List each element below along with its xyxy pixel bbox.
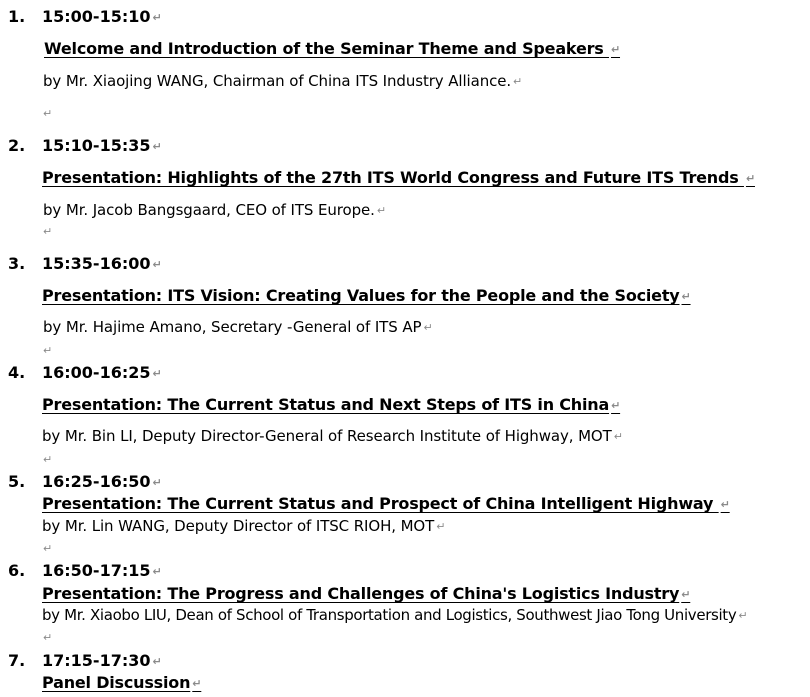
item-time: 16:25-16:50 ↵ <box>42 472 162 491</box>
item-speaker: by Mr. Xiaojing WANG, Chairman of China ITS Industry Alliance. ↵ <box>43 72 523 90</box>
paragraph-mark-icon: ↵ <box>152 565 162 578</box>
item-title: Presentation: Highlights of the 27th ITS World Congress and Future ITS Trends ↵ <box>42 168 755 187</box>
paragraph-mark-icon: ↵ <box>376 204 386 217</box>
paragraph-mark-icon: ↵ <box>152 476 162 489</box>
item-number: 2. <box>8 136 26 155</box>
paragraph-mark-icon: ↵ <box>43 107 53 120</box>
item-speaker: by Mr. Bin LI, Deputy Director-General of Research Institute of Highway, MOT ↵ <box>42 427 623 445</box>
item-title: Welcome and Introduction of the Seminar Theme and Speakers ↵ <box>44 39 621 58</box>
item-time: 16:00-16:25 ↵ <box>42 363 162 382</box>
paragraph-mark-icon: ↵ <box>152 367 162 380</box>
paragraph-mark-icon: ↵ <box>611 399 621 412</box>
paragraph-mark-icon: ↵ <box>610 43 621 56</box>
paragraph-mark-icon: ↵ <box>192 677 202 690</box>
paragraph-mark-icon: ↵ <box>423 321 433 334</box>
item-number: 4. <box>8 363 26 382</box>
item-time: 15:35-16:00 ↵ <box>42 254 162 273</box>
item-number: 7. <box>8 651 26 670</box>
item-title: Presentation: The Current Status and Next Steps of ITS in China ↵ <box>42 395 621 414</box>
item-time: 17:15-17:30 ↵ <box>42 651 162 670</box>
item-speaker: by Mr. Hajime Amano, Secretary -General of ITS AP ↵ <box>43 318 433 336</box>
paragraph-mark-icon: ↵ <box>681 290 691 303</box>
paragraph-mark-icon: ↵ <box>152 140 162 153</box>
item-time: 15:00-15:10 ↵ <box>42 7 162 26</box>
item-title: Presentation: The Progress and Challenges of China's Logistics Industry ↵ <box>42 584 691 603</box>
item-title: Presentation: The Current Status and Prospect of China Intelligent Highway ↵ <box>42 494 730 513</box>
paragraph-mark-icon: ↵ <box>43 453 53 466</box>
item-time: 16:50-17:15 ↵ <box>42 561 162 580</box>
paragraph-mark-icon: ↵ <box>43 225 53 238</box>
item-number: 1. <box>8 7 26 26</box>
paragraph-mark-icon: ↵ <box>43 631 53 644</box>
item-time: 15:10-15:35 ↵ <box>42 136 162 155</box>
item-number: 5. <box>8 472 26 491</box>
paragraph-mark-icon: ↵ <box>43 542 53 555</box>
paragraph-mark-icon: ↵ <box>745 172 755 185</box>
item-number: 6. <box>8 561 26 580</box>
paragraph-mark-icon: ↵ <box>513 75 523 88</box>
item-speaker: by Mr. Jacob Bangsgaard, CEO of ITS Europe. ↵ <box>43 201 386 219</box>
item-title: Panel Discussion ↵ <box>42 673 202 692</box>
item-speaker: by Mr. Lin WANG, Deputy Director of ITSC RIOH, MOT ↵ <box>42 517 446 535</box>
paragraph-mark-icon: ↵ <box>738 609 748 622</box>
paragraph-mark-icon: ↵ <box>152 258 162 271</box>
item-title: Presentation: ITS Vision: Creating Values for the People and the Society ↵ <box>42 286 691 305</box>
paragraph-mark-icon: ↵ <box>613 430 623 443</box>
paragraph-mark-icon: ↵ <box>152 11 162 24</box>
paragraph-mark-icon: ↵ <box>681 588 691 601</box>
paragraph-mark-icon: ↵ <box>152 655 162 668</box>
paragraph-mark-icon: ↵ <box>43 344 53 357</box>
item-speaker: by Mr. Xiaobo LIU, Dean of School of Transportation and Logistics, Southwest Jiao Tong University ↵ <box>42 606 748 624</box>
item-number: 3. <box>8 254 26 273</box>
paragraph-mark-icon: ↵ <box>436 520 446 533</box>
paragraph-mark-icon: ↵ <box>720 498 730 511</box>
